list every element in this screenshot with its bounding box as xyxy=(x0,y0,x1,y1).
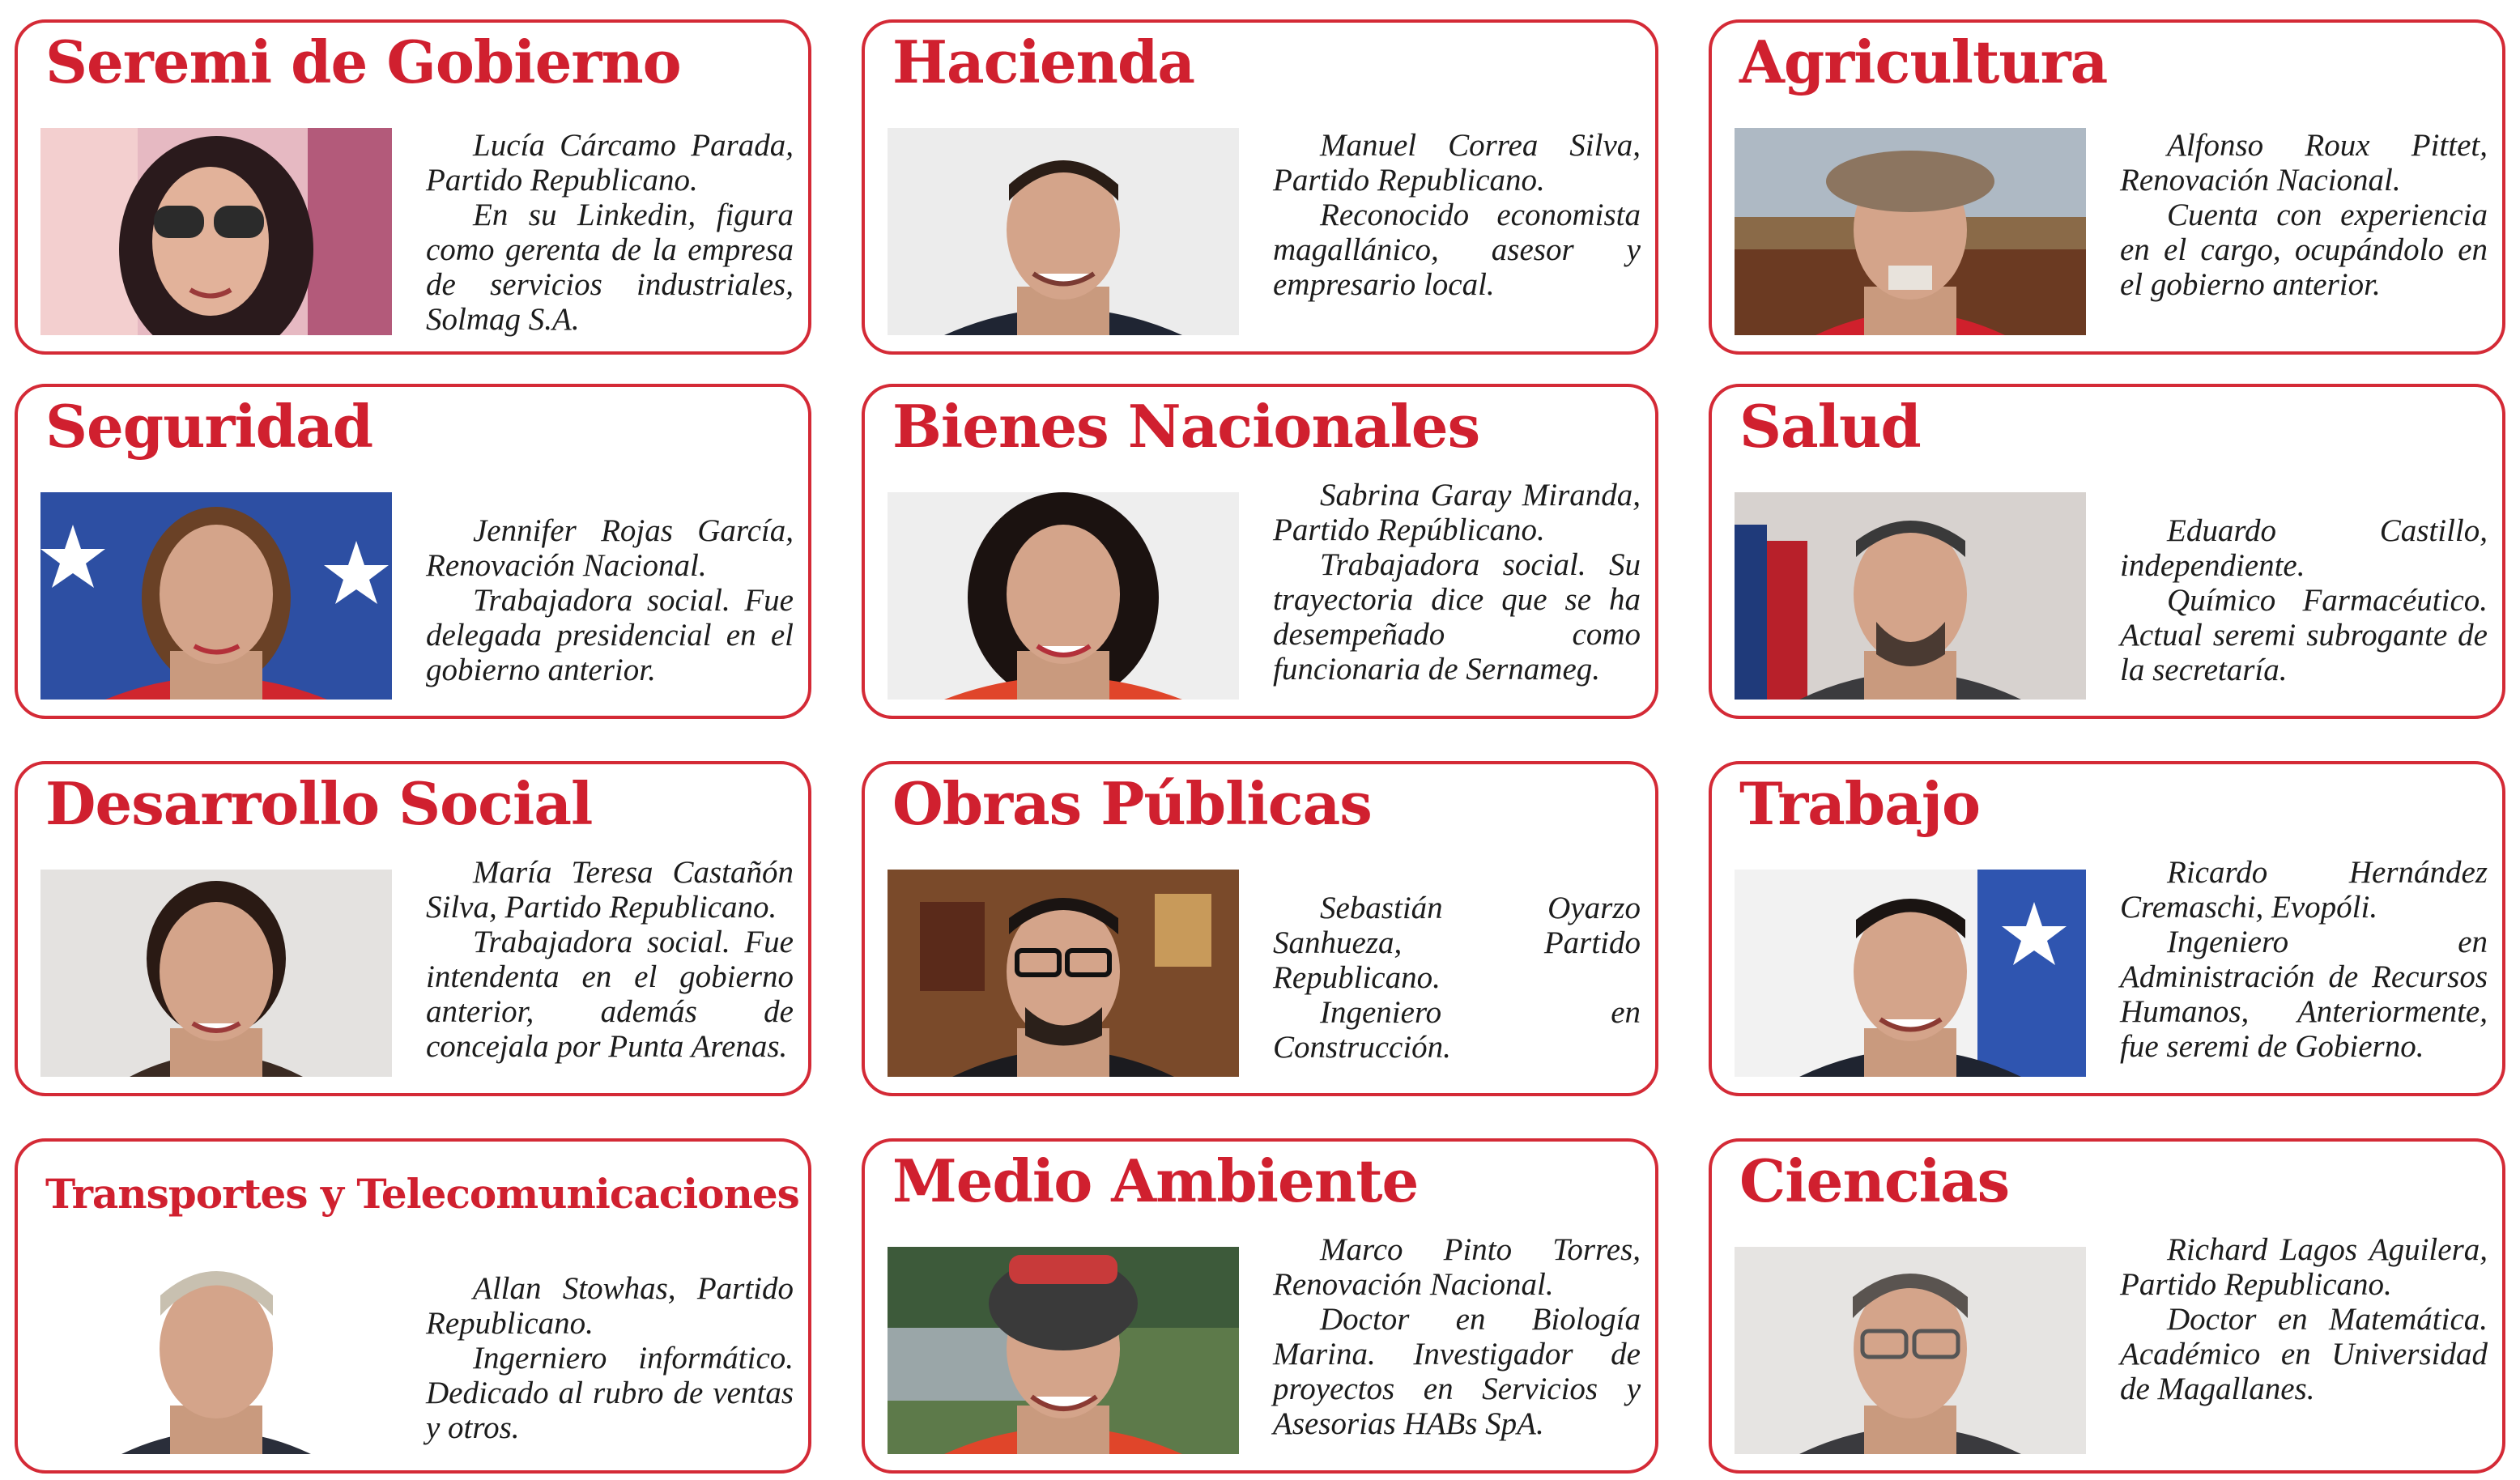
bio-description: Reconocido economista magallánico, asesor y empresario local. xyxy=(1273,198,1641,302)
bio-description: Ingerniero informático. Dedicado al rubro de ventas y otros. xyxy=(426,1341,794,1445)
bio-name-party: Eduardo Castillo, independiente. xyxy=(2120,513,2488,583)
card-title: Bienes Nacionales xyxy=(892,392,1480,461)
bio-description: En su Linkedin, figura como gerenta de la empresa de servicios industriales, Solmag S.A. xyxy=(426,198,794,337)
bio-name-party: Manuel Correa Silva, Partido Republicano. xyxy=(1273,128,1641,198)
bio-text xyxy=(1273,1232,1641,1441)
bio-description: Trabajadora social. Fue delegada presidencial en el gobierno anterior. xyxy=(426,583,794,687)
woman-curly-hair-portrait-icon xyxy=(888,492,1239,700)
card-title: Obras Públicas xyxy=(892,769,1372,838)
bio-text xyxy=(2120,1232,2488,1406)
card-medio-ambiente xyxy=(862,1138,1658,1474)
bio-name-party: Allan Stowhas, Partido Republicano. xyxy=(426,1271,794,1341)
bio-name-party: María Teresa Castañón Silva, Partido Republicano. xyxy=(426,855,794,925)
bio-description: Trabajadora social. Su trayectoria dice que se ha desempeñado como funcionaria de Sernameg. xyxy=(1273,547,1641,687)
man-with-flag-portrait-icon xyxy=(1735,870,2086,1077)
card-title: Ciencias xyxy=(1739,1146,2010,1215)
bio-text xyxy=(426,128,794,337)
man-with-beret-portrait-icon xyxy=(1735,128,2086,335)
bio-text xyxy=(2120,128,2488,302)
card-title: Hacienda xyxy=(892,28,1195,96)
bio-text xyxy=(1273,891,1641,1065)
bio-description: Ingeniero en Administración de Recursos Humanos, Anteriormente, fue seremi de Gobierno. xyxy=(2120,925,2488,1064)
bio-text xyxy=(426,513,794,687)
card-agricultura xyxy=(1709,19,2505,355)
card-title: Seremi de Gobierno xyxy=(45,28,681,96)
card-title: Desarrollo Social xyxy=(45,769,593,838)
man-portrait-icon xyxy=(888,128,1239,335)
card-title: Medio Ambiente xyxy=(892,1146,1419,1215)
card-title: Seguridad xyxy=(45,392,373,461)
bio-text xyxy=(1273,128,1641,302)
man-with-glasses-portrait-icon xyxy=(888,870,1239,1077)
bio-text xyxy=(1273,478,1641,687)
bio-name-party: Lucía Cárcamo Parada, Partido Republicano. xyxy=(426,128,794,198)
man-with-glasses-grey-hair-portrait-icon xyxy=(1735,1247,2086,1454)
card-transportes xyxy=(15,1138,811,1474)
card-hacienda xyxy=(862,19,1658,355)
woman-with-sunglasses-portrait-icon xyxy=(40,128,392,335)
card-title: Transportes y Telecomunicaciones xyxy=(45,1170,799,1218)
bio-name-party: Sebastián Oyarzo Sanhueza, Partido Republicano. xyxy=(1273,891,1641,995)
bio-name-party: Jennifer Rojas García, Renovación Nacional. xyxy=(426,513,794,583)
bio-description: Químico Farmacéutico. Actual seremi subrogante de la secretaría. xyxy=(2120,583,2488,687)
bio-description: Trabajadora social. Fue intendenta en el gobierno anterior, además de concejala por Punta Arenas. xyxy=(426,925,794,1064)
bio-description: Doctor en Matemática. Académico en Universidad de Magallanes. xyxy=(2120,1302,2488,1406)
bio-description: Doctor en Biología Marina. Investigador de proyectos en Servicios y Asesorias HABs SpA. xyxy=(1273,1302,1641,1441)
card-title: Salud xyxy=(1739,392,1921,461)
bio-text xyxy=(426,1271,794,1445)
bio-name-party: Ricardo Hernández Cremaschi, Evopóli. xyxy=(2120,855,2488,925)
card-bienes-nacionales xyxy=(862,384,1658,719)
bio-description: Ingeniero en Construcción. xyxy=(1273,995,1641,1065)
card-obras-publicas xyxy=(862,761,1658,1096)
bio-text xyxy=(2120,855,2488,1064)
man-video-call-portrait-icon xyxy=(1735,492,2086,700)
woman-with-flags-portrait-icon xyxy=(40,492,392,700)
card-salud xyxy=(1709,384,2505,719)
bio-name-party: Marco Pinto Torres, Renovación Nacional. xyxy=(1273,1232,1641,1302)
card-title: Trabajo xyxy=(1739,769,1980,838)
card-desarrollo-social xyxy=(15,761,811,1096)
man-with-beanie-outdoor-portrait-icon xyxy=(888,1247,1239,1454)
bio-description: Cuenta con experiencia en el cargo, ocupándolo en el gobierno anterior. xyxy=(2120,198,2488,302)
bio-name-party: Sabrina Garay Miranda, Partido Repúblicano. xyxy=(1273,478,1641,547)
card-trabajo xyxy=(1709,761,2505,1096)
card-title: Agricultura xyxy=(1739,28,2108,96)
card-seguridad xyxy=(15,384,811,719)
card-ciencias xyxy=(1709,1138,2505,1474)
bio-name-party: Alfonso Roux Pittet, Renovación Nacional. xyxy=(2120,128,2488,198)
bio-name-party: Richard Lagos Aguilera, Partido Republicano. xyxy=(2120,1232,2488,1302)
card-seremi-gobierno xyxy=(15,19,811,355)
woman-portrait-icon xyxy=(40,870,392,1077)
bio-text xyxy=(426,855,794,1064)
bio-text xyxy=(2120,513,2488,687)
older-man-portrait-icon xyxy=(40,1247,392,1454)
